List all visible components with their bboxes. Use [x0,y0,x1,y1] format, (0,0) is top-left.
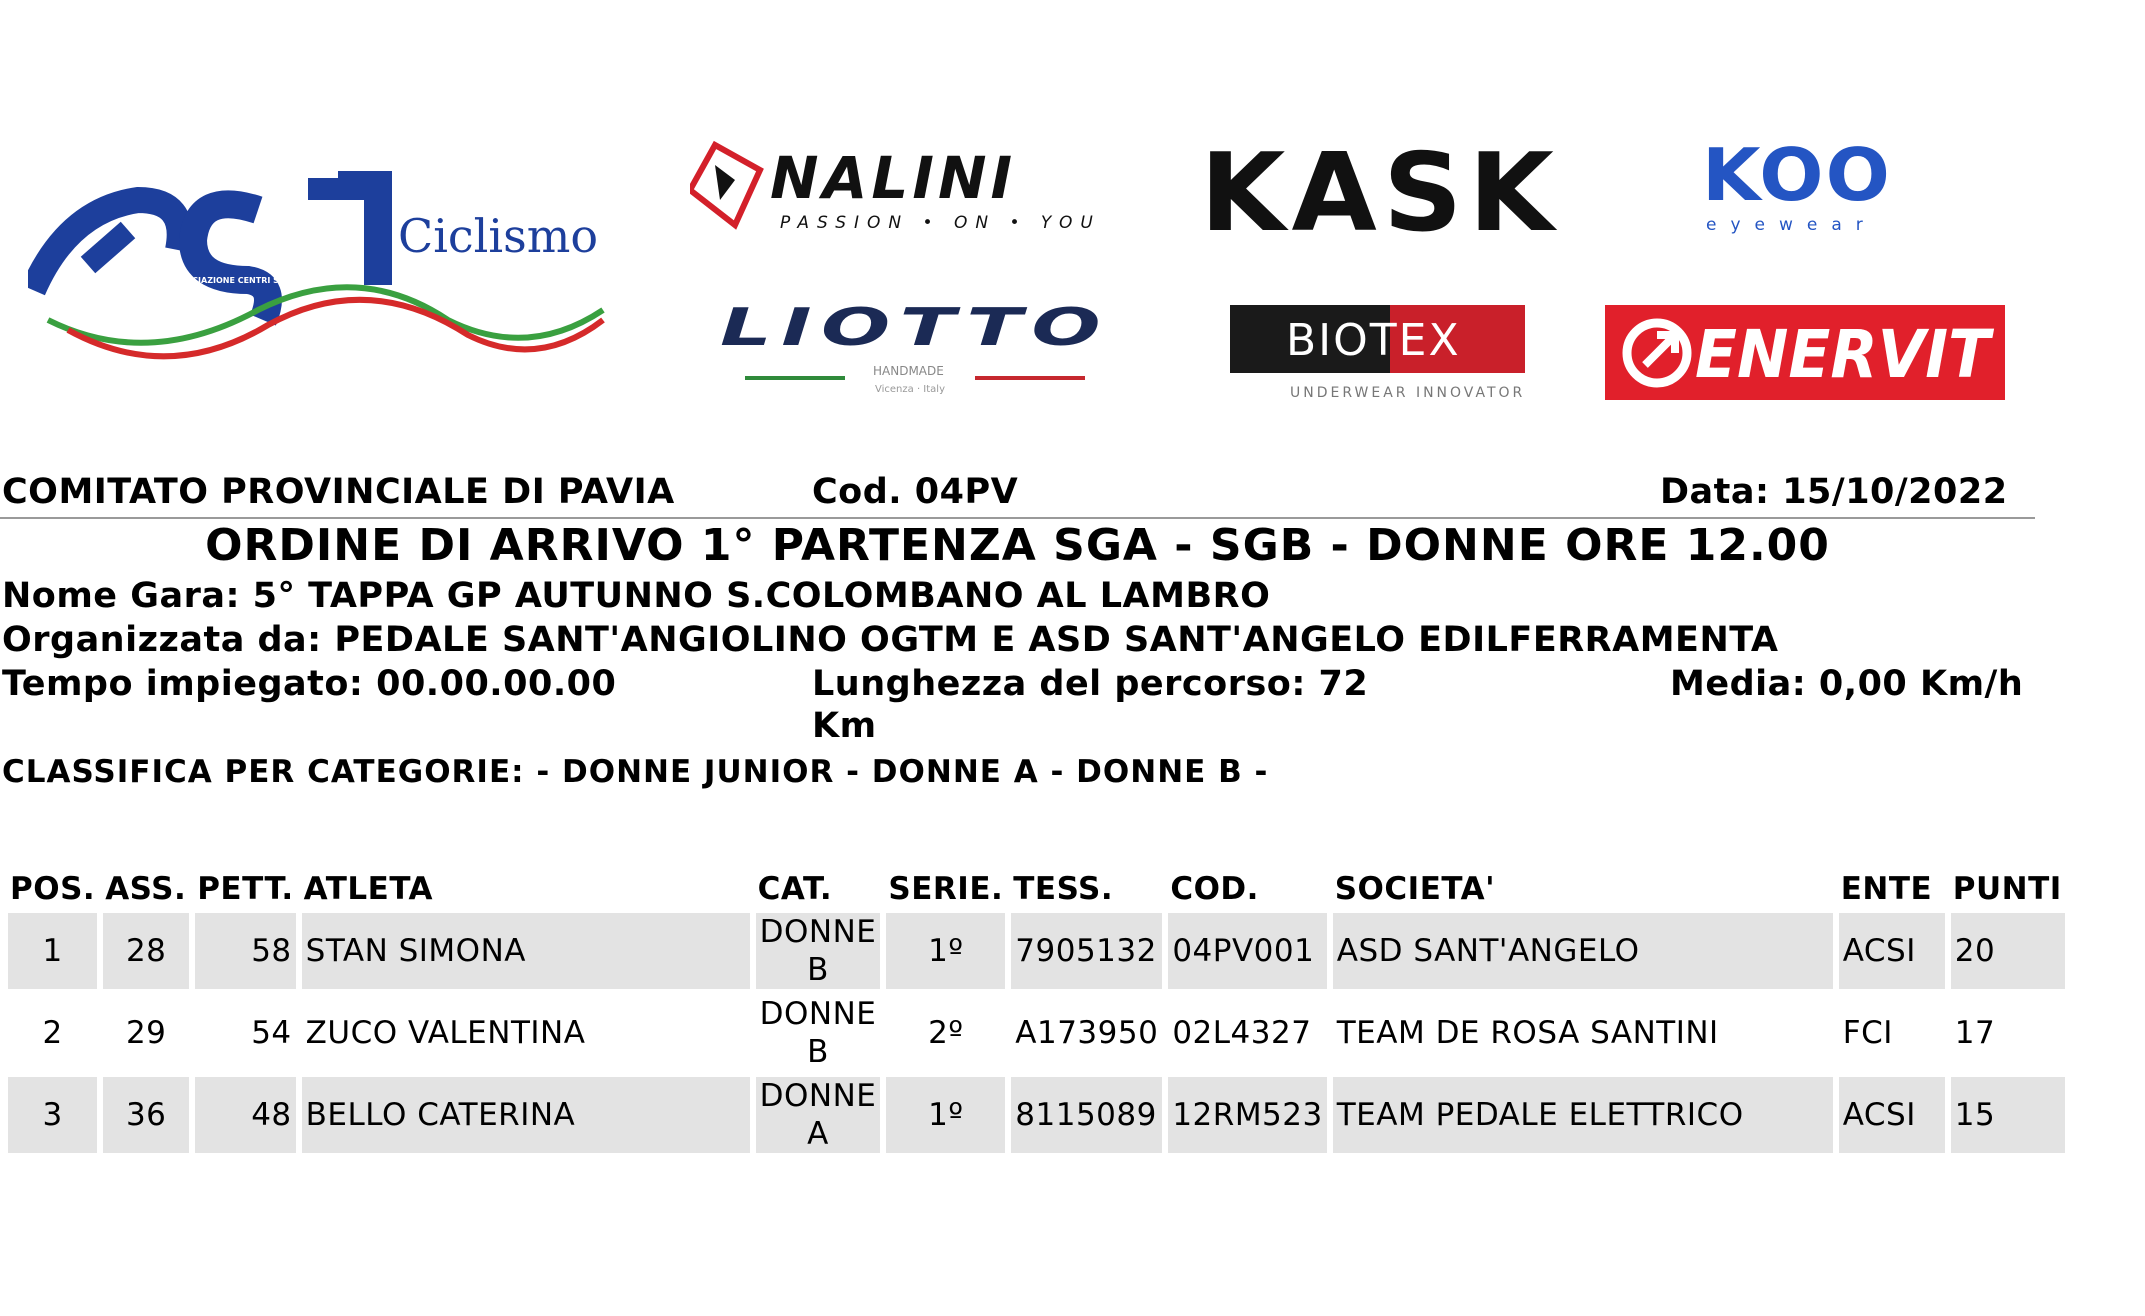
cell-tess: A173950 [1015,1015,1159,1051]
acsi-ciclismo-logo [28,170,608,370]
svg-text:BIOTEX: BIOTEX [1286,315,1461,366]
cell-societa: ASD SANT'ANGELO [1333,913,1833,989]
cell-ass: 28 [103,913,189,989]
header-divider [0,517,2035,519]
svg-text:KASK: KASK [1200,138,1560,238]
nalini-logo [690,140,1150,240]
col-header-tess: TESS. [1013,871,1114,907]
race-code: Cod. 04PV [812,472,1019,512]
course-length-unit: Km [812,706,877,746]
cell-atleta: ZUCO VALENTINA [305,1015,586,1051]
race-name: Nome Gara: 5° TAPPA GP AUTUNNO S.COLOMBANO AL LAMBRO [2,576,1271,616]
committee-name: COMITATO PROVINCIALE DI PAVIA [2,472,675,512]
cell-pos: 2 [42,1015,63,1051]
cell-serie: 1º [886,913,1005,989]
cell-cat [756,1077,881,1153]
koo-eyewear-logo [1700,138,1900,238]
svg-text:LIOTTO: LIOTTO [720,300,1110,358]
cell-cat [756,913,881,989]
svg-text:eyewear: eyewear [1706,215,1877,235]
cell-ente: FCI [1842,1015,1893,1051]
cell-serie: 1º [886,1077,1005,1153]
cell-tess: 8115089 [1011,1077,1162,1153]
cat-line-2: B [807,1034,829,1070]
col-header-atleta: ATLETA [303,871,434,907]
col-header-serie: SERIE. [888,871,1004,907]
time-elapsed: Tempo impiegato: 00.00.00.00 [2,664,617,704]
cell-tess: 7905132 [1011,913,1162,989]
cat-line-1: DONNE [759,1078,877,1114]
cell-pett: 58 [195,913,295,989]
enervit-logo [1605,305,2005,400]
cell-punti: 20 [1951,913,2065,989]
cat-line-2: B [807,952,829,988]
svg-text:PASSION • ON • YOU: PASSION • ON • YOU [780,213,1101,233]
col-header-ente: ENTE [1840,871,1933,907]
svg-text:Ciclismo: Ciclismo [398,209,599,263]
cell-cod: 02L4327 [1172,1015,1312,1051]
svg-text:UNDERWEAR INNOVATOR: UNDERWEAR INNOVATOR [1290,385,1525,401]
cell-punti: 17 [1954,1015,1996,1051]
svg-text:ENERVIT: ENERVIT [1695,316,1995,393]
cell-societa: TEAM PEDALE ELETTRICO [1333,1077,1833,1153]
cell-pos: 1 [8,913,97,989]
cat-line-2: A [807,1116,829,1152]
table-row [8,913,2065,989]
cell-punti: 15 [1951,1077,2065,1153]
svg-text:KOO: KOO [1702,138,1892,217]
svg-text:ASSOCIAZIONE CENTRI SPORTIVI I: ASSOCIAZIONE CENTRI SPORTIVI ITALIANI [168,276,356,285]
organizer: Organizzata da: PEDALE SANT'ANGIOLINO OGTM E ASD SANT'ANGELO EDILFERRAMENTA [2,620,1779,660]
cat-line-1: DONNE [759,996,877,1032]
svg-text:NALINI: NALINI [770,144,1017,212]
page-title: ORDINE DI ARRIVO 1° PARTENZA SGA - SGB - DONNE ORE 12.00 [205,520,1830,571]
table-header-row [8,871,2065,907]
kask-logo [1200,138,1570,238]
race-date: Data: 15/10/2022 [1660,472,2008,512]
svg-text:HANDMADE: HANDMADE [873,364,944,378]
cell-cat [756,995,881,1071]
classification-categories: CLASSIFICA PER CATEGORIE: - DONNE JUNIOR - DONNE A - DONNE B - [2,754,1269,790]
col-header-societa: SOCIETA' [1334,871,1496,907]
average-speed: Media: 0,00 Km/h [1670,664,2024,704]
col-header-cat: CAT. [757,871,833,907]
cell-atleta: BELLO CATERINA [302,1077,750,1153]
cell-serie: 2º [928,1015,964,1051]
results-table [2,865,2071,1159]
cell-atleta: STAN SIMONA [302,913,750,989]
biotex-logo [1230,305,1525,405]
cell-ass: 29 [125,1015,167,1051]
cell-ass: 36 [103,1077,189,1153]
cell-ente: ACSI [1839,1077,1945,1153]
col-header-pos: POS. [10,871,96,907]
table-row [8,1077,2065,1153]
cell-societa: TEAM DE ROSA SANTINI [1336,1015,1719,1051]
cell-pett: 48 [195,1077,295,1153]
col-header-cod: COD. [1170,871,1259,907]
cat-line-1: DONNE [759,914,877,950]
cell-cod: 04PV001 [1168,913,1326,989]
cell-pett: 54 [251,1015,292,1051]
col-header-ass: ASS. [105,871,187,907]
col-header-pett: PETT. [197,871,294,907]
svg-text:Vicenza · Italy: Vicenza · Italy [875,384,945,395]
col-header-punti: PUNTI [1952,871,2062,907]
cell-cod: 12RM523 [1168,1077,1326,1153]
table-row [8,995,2065,1071]
course-length: Lunghezza del percorso: 72 [812,664,1369,704]
cell-ente: ACSI [1839,913,1945,989]
cell-pos: 3 [8,1077,97,1153]
liotto-logo [715,300,1115,400]
